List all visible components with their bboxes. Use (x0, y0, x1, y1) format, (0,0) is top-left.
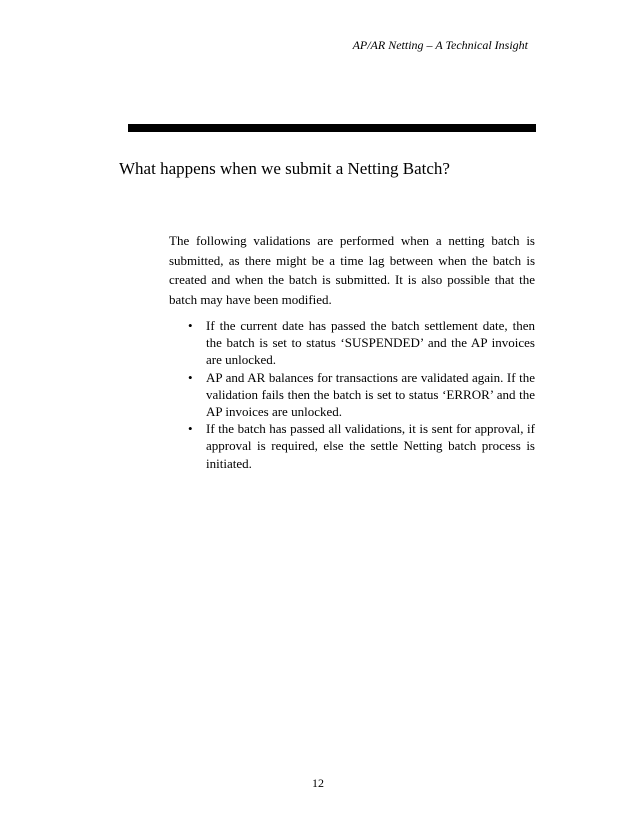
section-divider-rule (128, 124, 536, 132)
bullet-icon: • (188, 369, 193, 385)
list-item (188, 420, 535, 472)
section-heading: What happens when we submit a Netting Batch? (119, 159, 450, 178)
bullet-text: If the current date has passed the batch settlement date, then the batch is set to status ‘SUSPENDED’ and the AP invoices are unlocked. (206, 318, 535, 368)
bullet-icon: • (188, 421, 193, 437)
list-item (188, 317, 535, 369)
bullet-icon: • (188, 318, 193, 333)
bullet-text: If the batch has passed all validations, it is sent for approval, if approval is required, else the settle Netting batch process is initiated. (206, 421, 535, 471)
intro-paragraph: The following validations are performed when a netting batch is submitted, as there might be a time lag between when the batch is created and when the batch is submitted. It is also possible that the batch may have been modified. (169, 233, 535, 307)
running-header: AP/AR Netting – A Technical Insight (352, 38, 528, 52)
list-item (188, 369, 535, 421)
validation-bullet-list (188, 317, 535, 472)
page-number: 12 (312, 776, 324, 790)
bullet-text: AP and AR balances for transactions are validated again. If the validation fails then the batch is set to status ‘ERROR’ and the AP invoices are unlocked. (206, 369, 535, 420)
